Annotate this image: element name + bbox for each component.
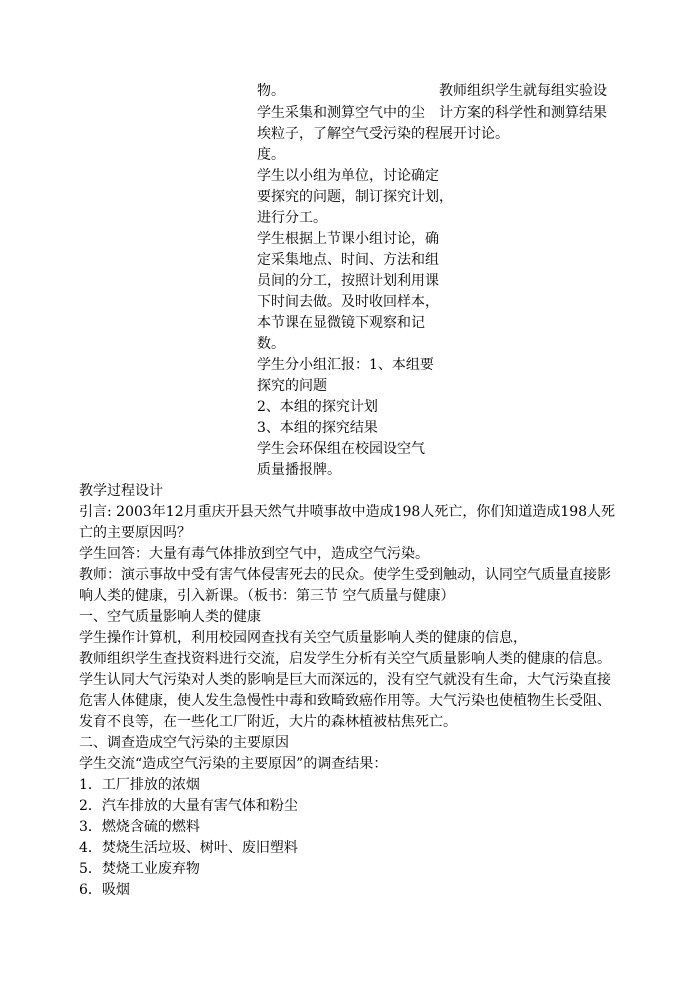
mid-col-line: 探究的问题 — [257, 378, 327, 394]
mid-col-line: 学生采集和测算空气中的尘 — [257, 105, 425, 121]
mid-col-line: 要探究的问题，制订探究计划， — [257, 189, 453, 205]
mid-col-line: 埃粒子，了解空气受污染的程 — [257, 126, 439, 142]
right-col-line: 展开讨论。 — [439, 126, 509, 142]
list-item: 1．工厂排放的浓烟 — [79, 777, 200, 793]
mid-col-line: 物。 — [257, 83, 285, 99]
section-heading: 教学过程设计 — [79, 483, 163, 499]
body-line: 亡的主要原因吗？ — [79, 525, 191, 541]
body-line: 学生认同大气污染对人类的影响是巨大而深远的，没有空气就没有生命，大气污染直接 — [79, 672, 611, 688]
list-item: 3．燃烧含硫的燃料 — [79, 819, 200, 835]
list-item: 6．吸烟 — [79, 882, 130, 898]
mid-col-line: 学生以小组为单位，讨论确定 — [257, 168, 439, 184]
mid-col-line: 3、本组的探究结果 — [257, 420, 378, 436]
body-line: 教师：演示事故中受有害气体侵害死去的民众。使学生受到触动，认同空气质量直接影 — [79, 567, 611, 583]
mid-col-line: 质量播报牌。 — [257, 462, 341, 478]
mid-col-line: 员间的分工，按照计划利用课 — [257, 273, 439, 289]
list-item: 2．汽车排放的大量有害气体和粉尘 — [79, 798, 298, 814]
body-line: 危害人体健康，使人发生急慢性中毒和致畸致癌作用等。大气污染也使植物生长受阻、 — [79, 693, 611, 709]
right-col-line: 教师组织学生就每组实验设 — [439, 83, 607, 99]
right-col-line: 计方案的科学性和测算结果 — [439, 105, 607, 121]
mid-col-line: 度。 — [257, 147, 285, 163]
mid-col-line: 学生分小组汇报：1、本组要 — [257, 357, 434, 373]
list-item: 4．焚烧生活垃圾、树叶、废旧塑料 — [79, 840, 298, 856]
subsection-heading: 二、调查造成空气污染的主要原因 — [79, 735, 289, 751]
body-line: 学生回答：大量有毒气体排放到空气中，造成空气污染。 — [79, 546, 429, 562]
mid-col-line: 数。 — [257, 336, 285, 352]
mid-col-line: 学生会环保组在校园设空气 — [257, 441, 425, 457]
body-line: 学生操作计算机，利用校园网查找有关空气质量影响人类的健康的信息， — [79, 630, 527, 646]
body-line: 教师组织学生查找资料进行交流，启发学生分析有关空气质量影响人类的健康的信息。 — [79, 651, 611, 667]
mid-col-line: 学生根据上节课小组讨论，确 — [257, 231, 439, 247]
mid-col-line: 下时间去做。及时收回样本， — [257, 294, 439, 310]
body-line: 引言: 2003年12月重庆开县天然气井喷事故中造成198人死亡，你们知道造成198人死 — [79, 504, 616, 520]
mid-col-line: 2、本组的探究计划 — [257, 399, 378, 415]
mid-col-line: 本节课在显微镜下观察和记 — [257, 315, 425, 331]
subsection-heading: 一、空气质量影响人类的健康 — [79, 609, 261, 625]
body-line: 学生交流“造成空气污染的主要原因”的调查结果： — [79, 756, 388, 772]
body-line: 响人类的健康，引入新课。（板书：第三节 空气质量与健康） — [79, 588, 455, 604]
body-line: 发育不良等，在一些化工厂附近，大片的森林植被枯焦死亡。 — [79, 714, 457, 730]
list-item: 5．焚烧工业废弃物 — [79, 861, 200, 877]
mid-col-line: 定采集地点、时间、方法和组 — [257, 252, 439, 268]
mid-col-line: 进行分工。 — [257, 210, 327, 226]
